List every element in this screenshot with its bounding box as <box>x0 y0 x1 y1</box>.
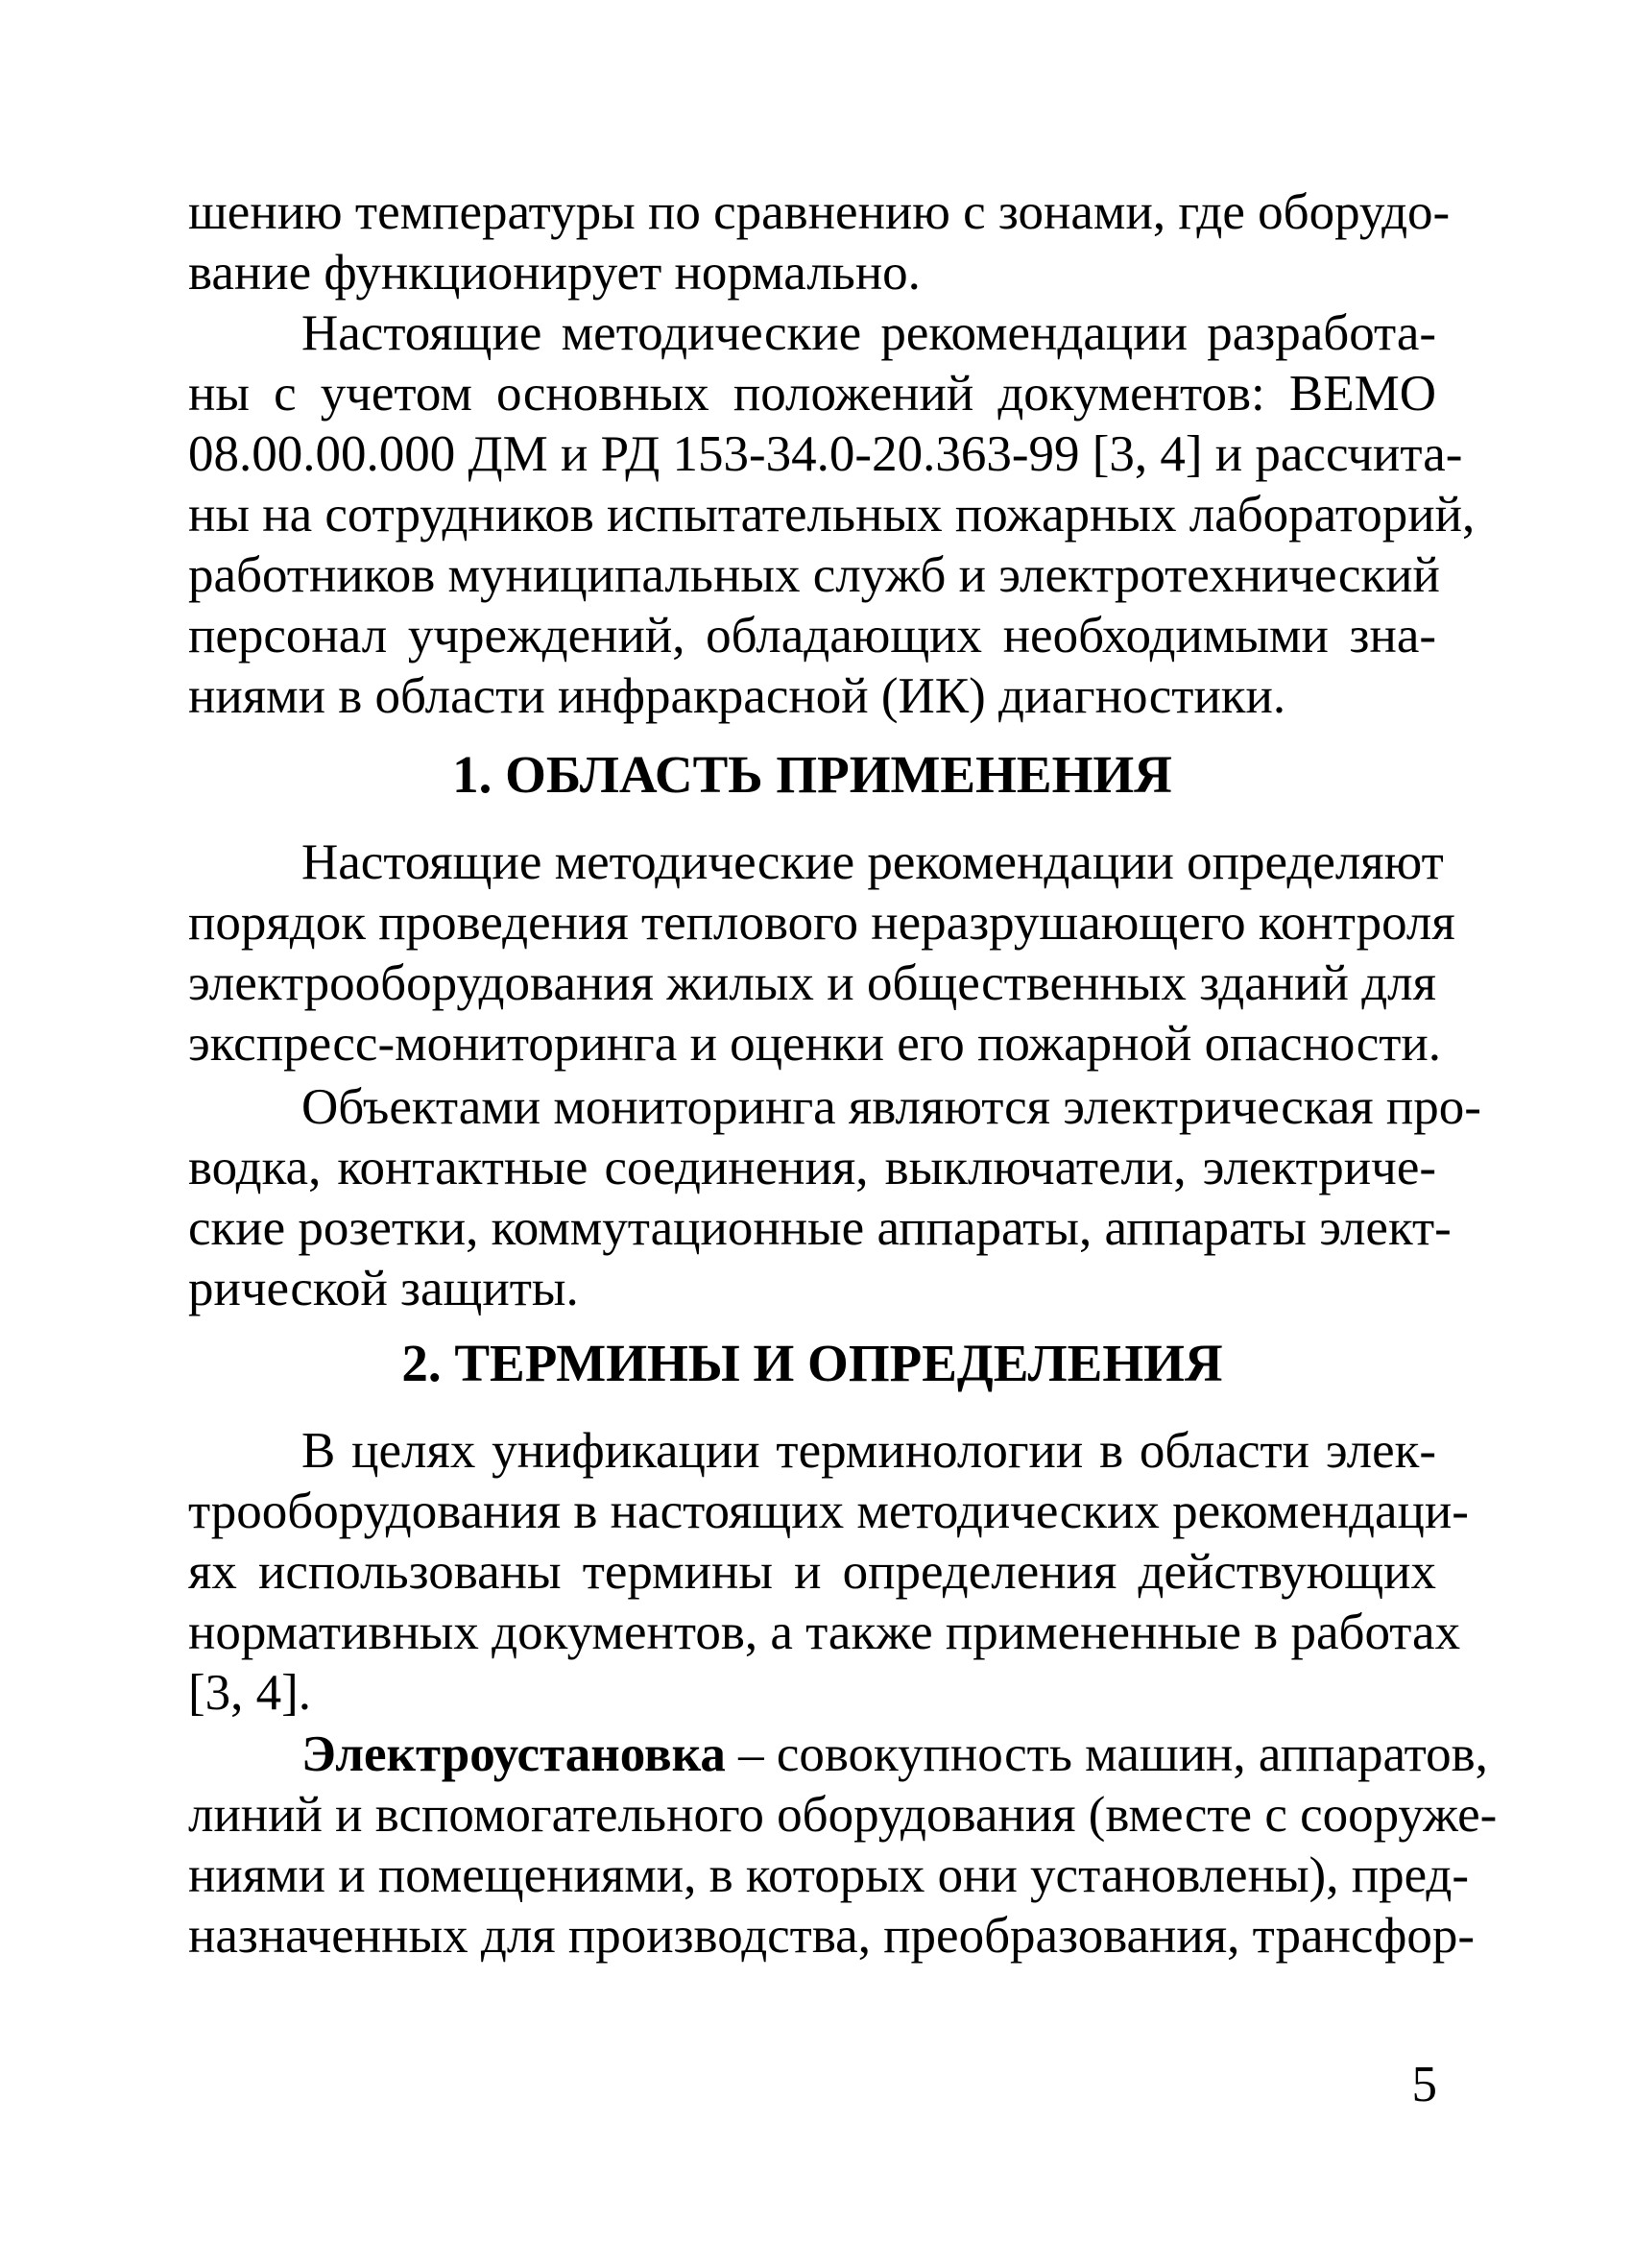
text-line: [3, 4]. <box>188 1665 312 1721</box>
text-line: ны с учетом основных положений документов: ВЕМО <box>188 366 1436 422</box>
text-line: Настоящие методические рекомендации определяют <box>301 834 1444 890</box>
text-line: ях использованы термины и определения действующих <box>188 1544 1436 1600</box>
intro-continuation-paragraph <box>188 182 1451 303</box>
text-line: электрооборудования жилых и общественных зданий для <box>188 955 1436 1011</box>
text-line: персонал учреждений, обладающих необходимыми зна- <box>188 608 1436 664</box>
text-line: трооборудования в настоящих методических рекомендаци- <box>188 1484 1469 1539</box>
text-line: шению температуры по сравнению с зонами, где оборудо- <box>188 184 1451 240</box>
section-2-heading: 2. ТЕРМИНЫ И ОПРЕДЕЛЕНИЯ <box>401 1334 1223 1392</box>
text-line: линий и вспомогательного оборудования (вместе с сооруже- <box>188 1787 1498 1843</box>
text-line: ниями в области инфракрасной (ИК) диагностики. <box>188 668 1286 724</box>
section-1-paragraph-2 <box>188 1077 1481 1319</box>
definition-text: – совокупность машин, аппаратов, <box>725 1726 1488 1782</box>
section-1-paragraph-1 <box>188 832 1455 1074</box>
text-line: 08.00.00.000 ДМ и РД 153-34.0-20.363-99 [3, 4] и рассчита- <box>188 426 1463 482</box>
text-line: назначенных для производства, преобразования, трансфор- <box>188 1908 1476 1964</box>
text-line: нормативных документов, а также примененные в работах <box>188 1604 1461 1660</box>
text-line: В целях унификации терминологии в области элек- <box>301 1423 1436 1479</box>
text-line: Настоящие методические рекомендации разработа- <box>301 305 1436 361</box>
section-1-heading: 1. ОБЛАСТЬ ПРИМЕНЕНИЯ <box>452 745 1172 804</box>
text-line: ны на сотрудников испытательных пожарных лабораторий, <box>188 487 1476 543</box>
section-2-paragraph-1 <box>188 1421 1469 1724</box>
text-line: работников муниципальных служб и электротехнический <box>188 547 1440 603</box>
page-number: 5 <box>1411 2057 1437 2112</box>
text-line: рической защиты. <box>188 1261 579 1316</box>
intro-paragraph <box>188 303 1476 727</box>
text-line: экспресс-мониторинга и оценки его пожарной опасности. <box>188 1016 1442 1072</box>
definition-first-line <box>188 1725 1488 1785</box>
text-line: порядок проведения теплового неразрушающего контроля <box>188 895 1455 951</box>
text-line: ниями и помещениями, в которых они установлены), пред- <box>188 1847 1470 1903</box>
defined-term: Электроустановка <box>301 1726 726 1782</box>
text-line: водка, контактные соединения, выключатели, электриче- <box>188 1140 1436 1195</box>
definition-paragraph <box>188 1725 1498 1966</box>
text-line: Объектами мониторинга являются электрическая про- <box>301 1079 1481 1135</box>
text-line: вание функционирует нормально. <box>188 245 921 301</box>
text-line: ские розетки, коммутационные аппараты, аппараты элект- <box>188 1200 1452 1256</box>
